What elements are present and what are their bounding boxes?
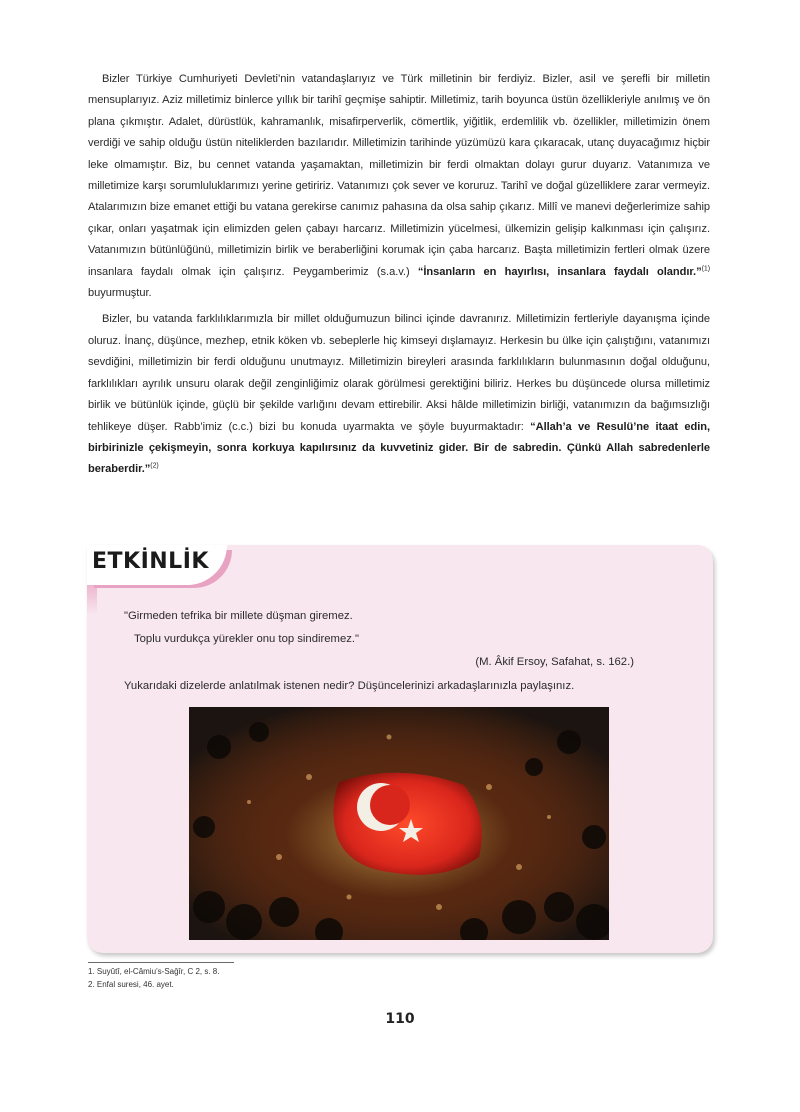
flag-crowd-photo (189, 707, 609, 940)
paragraph-2 (88, 309, 710, 480)
body-text (88, 69, 710, 486)
footnote-ref-2: (2) (150, 462, 159, 470)
poem (124, 605, 644, 674)
footnote-2: 2. Enfal suresi, 46. ayet. (88, 979, 174, 989)
footnote-1: 1. Suyûtî, el-Câmiu’s-Sağîr, C 2, s. 8. (88, 967, 220, 976)
poem-line-2: Toplu vurdukça yürekler onu top sindiremez." (134, 633, 360, 645)
page-number: 110 (385, 1011, 415, 1027)
paragraph-1 (88, 69, 710, 304)
poem-line-1: "Girmeden tefrika bir millete düşman giremez. (124, 610, 353, 622)
paragraph-text: buyurmuştur. (88, 287, 152, 300)
footnote-divider (88, 962, 234, 963)
footnote-ref-1: (1) (701, 264, 710, 272)
paragraph-text: Bizler Türkiye Cumhuriyeti Devleti’nin vatandaşlarıyız ve Türk milletinin bir ferdiyiz. Bizler, asil ve şerefli bir milletin mensuplarıyız. Aziz milletimiz binlerce yıllık bir tarihî geçmişe sahiptir. Milletimiz, tarih boyunca üstün özellikleriyle anılmış ve ön plana çıkmıştır. Adalet, dürüstlük, kahramanlık, misafirperverlik, cömertlik, yiğitlik, erdemlilik vb. özellikler, milletimizin önem verdiği ve sahip olduğu üstün niteliklerden bazılarıdır. Milletimizin tarihinde yüzümüzü kara çıkaracak, utanç duyacağımız hiçbir leke olmamıştır. Biz, bu cennet vatanda yaşamaktan, milletimizin bir ferdi olmaktan dolayı gurur duyarız. Vatanımıza ve milletimize karşı sorumluluklarımızı yerine getiririz. Vatanımızı çok sever ve koruruz. Tarihî ve doğal güzelliklere zarar vermeyiz. Atalarımızın bize emanet ettiği bu vatana gerekirse canımız pahasına da olsa sahip çıkarız. Millî ve manevi değerlerimize sahip çıkar, onları yaşatmak için elimizden gelen çabayı harcarız. Milletimizin yücelmesi, ülkemizin gelişip kalkınması için çalışırız. Vatanımızın bütünlüğünü, milletimizin birlik ve beraberliğini korumak için çaba harcarız. Başta milletimizin fertleri olmak üzere insanlara faydalı olmak için çalışırız. Peygamberimiz (s.a.v.) (88, 73, 710, 278)
footnotes (88, 966, 488, 991)
paragraph-text: Bizler, bu vatanda farklılıklarımızla bir millet olduğumuzun bilinci içinde davranırız. Milletimizin fertleriyle dayanışma içinde oluruz. İnanç, düşünce, mezhep, etnik köken vb. sebeplerle hiç kimseyi dışlamayız. Herkesin bu ülke için çalıştığını, vatanımızı sevdiğini, milletimizin bir ferdi olduğunu unutmayız. Milletimizin bireyleri arasında farklılıkların bulunmasının doğal olduğunu, farklılıkları ayrılık unsuru olarak değil zenginliğimiz olarak görülmesi gerektiğini biliriz. Herkes bu düşüncede olursa milletimiz birlik ve bütünlük içinde, güçlü bir şekilde varlığını devam ettirebilir. Aksi hâlde milletimizin birliği, vatanımızın da bağımsızlığı tehlikeye düşer. Rabb’imiz (c.c.) bizi bu konuda uyarmakta ve şöyle buyurmaktadır: (88, 313, 710, 433)
poem-source: (M. Âkif Ersoy, Safahat, s. 162.) (475, 656, 634, 668)
activity-question: Yukarıdaki dizelerde anlatılmak istenen nedir? Düşüncelerinizi arkadaşlarınızla paylaşınız. (124, 680, 575, 692)
flag-photo-illustration (189, 707, 609, 940)
verse-quote: “Allah’a ve Resulü’ne itaat edin, birbirinizle çekişmeyin, sonra korkuya kapılırsınız da kuvvetiniz gider. Bir de sabredin. Çünkü Allah sabredenlerle beraberdir.” (88, 420, 710, 476)
activity-title: ETKİNLİK (92, 549, 209, 574)
hadith-quote: “İnsanların en hayırlısı, insanlara faydalı olandır.” (417, 265, 702, 278)
